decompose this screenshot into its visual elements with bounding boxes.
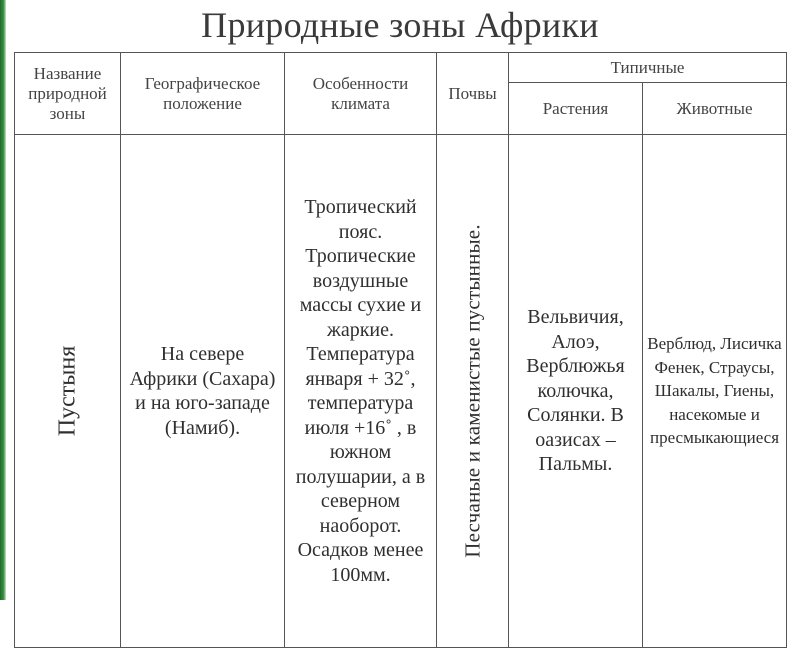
zone-name-text: Пустыня: [54, 345, 80, 437]
natural-zones-table: [14, 52, 787, 648]
cell-climate: [285, 135, 437, 648]
cell-animals: [643, 135, 787, 648]
climate-text: Тропический пояс. Тропические воздушные массы сухие и жаркие. Температура января + 32˚, температура июля +16˚ , в южном полушарии, а в северном наоборот. Осадков менее 100мм.: [295, 196, 426, 586]
table-header-row: [15, 53, 787, 83]
geo-position-text: На севере Африки (Сахара) и на юго-западе (Намиб).: [129, 343, 276, 439]
header-plants: Растения: [509, 83, 643, 135]
cell-zone: [15, 135, 121, 648]
cell-plants: [509, 135, 643, 648]
cell-soils: [437, 135, 509, 648]
table-row: [15, 135, 787, 648]
slide-left-stripe: [0, 0, 6, 600]
header-climate: Особенности климата: [285, 53, 437, 135]
header-typical: Типичные: [509, 53, 787, 83]
page-title: Природные зоны Африки: [201, 5, 599, 45]
header-soils: Почвы: [437, 53, 509, 135]
header-zone-name: Название природной зоны: [15, 53, 121, 135]
animals-text: Верблюд, Лисичка Фенек, Страусы, Шакалы, Гиены, насекомые и пресмыкающиеся: [647, 334, 782, 448]
plants-text: Вельвичия, Алоэ, Верблюжья колючка, Солянки. В оазисах – Пальмы.: [526, 306, 625, 476]
soils-text: Песчаные и каменистые пустынные.: [460, 224, 484, 558]
cell-geo-position: [121, 135, 285, 648]
header-animals: Животные: [643, 83, 787, 135]
header-geo-position: Географическое положение: [121, 53, 285, 135]
